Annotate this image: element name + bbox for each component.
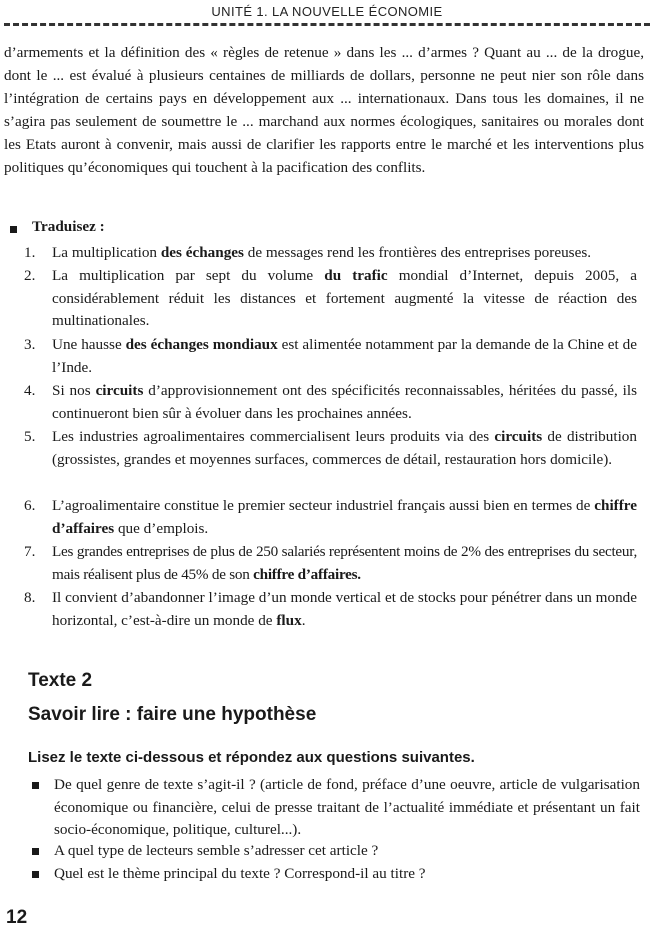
- item-text: L’agroalimentaire constitue le premier secteur industriel français aussi bien en termes de: [52, 497, 595, 514]
- item-text: .: [301, 611, 306, 629]
- section-title: Texte 2: [28, 670, 93, 691]
- section-subtitle: Savoir lire : faire une hypothèse: [28, 704, 317, 725]
- section-instruction: Lisez le texte ci-dessous et répondez aux questions suivantes.: [28, 749, 475, 766]
- item-keyword: du trafic: [324, 267, 388, 284]
- question-text: Quel est le thème principal du texte ? Correspond-il au titre ?: [54, 865, 426, 882]
- item-keyword: des échanges mondiaux: [125, 336, 278, 353]
- item-keyword: chiffre d’affaires: [52, 497, 637, 537]
- item-number: 4.: [24, 382, 36, 399]
- item-number: 5.: [24, 428, 36, 445]
- item-number: 2.: [24, 267, 36, 284]
- item-text: mondial d’Internet, depuis 2005, a considérablement réduit les distances et fortement augmenté la vitesse de réaction des multinationales.: [52, 267, 637, 330]
- item-text: de distribution (grossistes, grandes et moyennes surfaces, commerces de détail, restauration hors domicile).: [52, 428, 637, 468]
- question-text: A quel type de lecteurs semble s’adresser cet article ?: [54, 842, 379, 859]
- item-text: de messages rend les frontières des entreprises poreuses.: [243, 244, 592, 261]
- running-header: UNITÉ 1. LA NOUVELLE ÉCONOMIE: [211, 4, 443, 19]
- item-text: est alimentée notamment par la demande de la Chine et de l’Inde.: [52, 336, 637, 376]
- item-keyword: chiffre d’affaires.: [253, 565, 361, 583]
- item-text: La multiplication par sept du volume: [52, 267, 325, 284]
- item-number: 1.: [24, 244, 36, 261]
- item-number: 3.: [24, 336, 36, 353]
- question-text: De quel genre de texte s’agit-il ? (article de fond, préface d’une oeuvre, article de vulgarisation économique ou financière, celui de presse traitant de l’actualité immédiate et présentant un fait socio-économique, politique, culturel...).: [54, 776, 640, 839]
- item-text: Les industries agroalimentaires commercialisent leurs produits via des: [52, 428, 495, 445]
- item-text: La multiplication: [52, 244, 161, 261]
- square-bullet-icon: [32, 871, 39, 878]
- square-bullet-icon: [32, 848, 39, 855]
- item-text: que d’emplois.: [114, 519, 209, 537]
- item-text: Si nos: [52, 382, 96, 399]
- item-text: Il convient d’abandonner l’image d’un monde vertical et de stocks pour pénétrer dans un monde horizontal, c’est-à-dire un monde de: [52, 589, 637, 629]
- square-bullet-icon: [32, 782, 39, 789]
- item-text: Les grandes entreprises de plus de 250 salariés représentent moins de 2% des entreprises du secteur, mais réalisent plus de 45% de son: [52, 543, 637, 583]
- item-keyword: des échanges: [160, 244, 244, 261]
- intro-paragraph: d’armements et la définition des « règles de retenue » dans les ... d’armes ? Quant au ... de la drogue, dont le ... est évalué à plusieurs centaines de milliards de dollars, personne ne peut nier son rôle dans l’intégration de certains pays en développement aux ... internationaux. Dans tous les domaines, il ne s’agira pas seulement de soumettre le ... marchand aux normes écologiques, sanitaires ou morales dont les Etats auront à convenir, mais aussi de clarifier les rapports entre le marché et les interventions plus politiques qu’économiques qui touchent à la pacification des conflits.: [4, 44, 644, 177]
- item-text: d’approvisionnement ont des spécificités reconnaissables, héritées du passé, ils continueront bien sûr à évoluer dans les prochaines années.: [52, 382, 638, 422]
- exercise-title: Traduisez :: [32, 218, 105, 235]
- item-keyword: flux: [276, 611, 302, 629]
- item-number: 8.: [24, 589, 36, 606]
- item-keyword: circuits: [494, 428, 543, 445]
- header-divider: [4, 23, 650, 26]
- square-bullet-icon: [10, 226, 17, 233]
- page-number: 12: [6, 907, 28, 928]
- item-number: 6.: [24, 497, 36, 514]
- item-number: 7.: [24, 543, 36, 560]
- item-keyword: circuits: [95, 382, 144, 399]
- item-text: Une hausse: [52, 336, 126, 353]
